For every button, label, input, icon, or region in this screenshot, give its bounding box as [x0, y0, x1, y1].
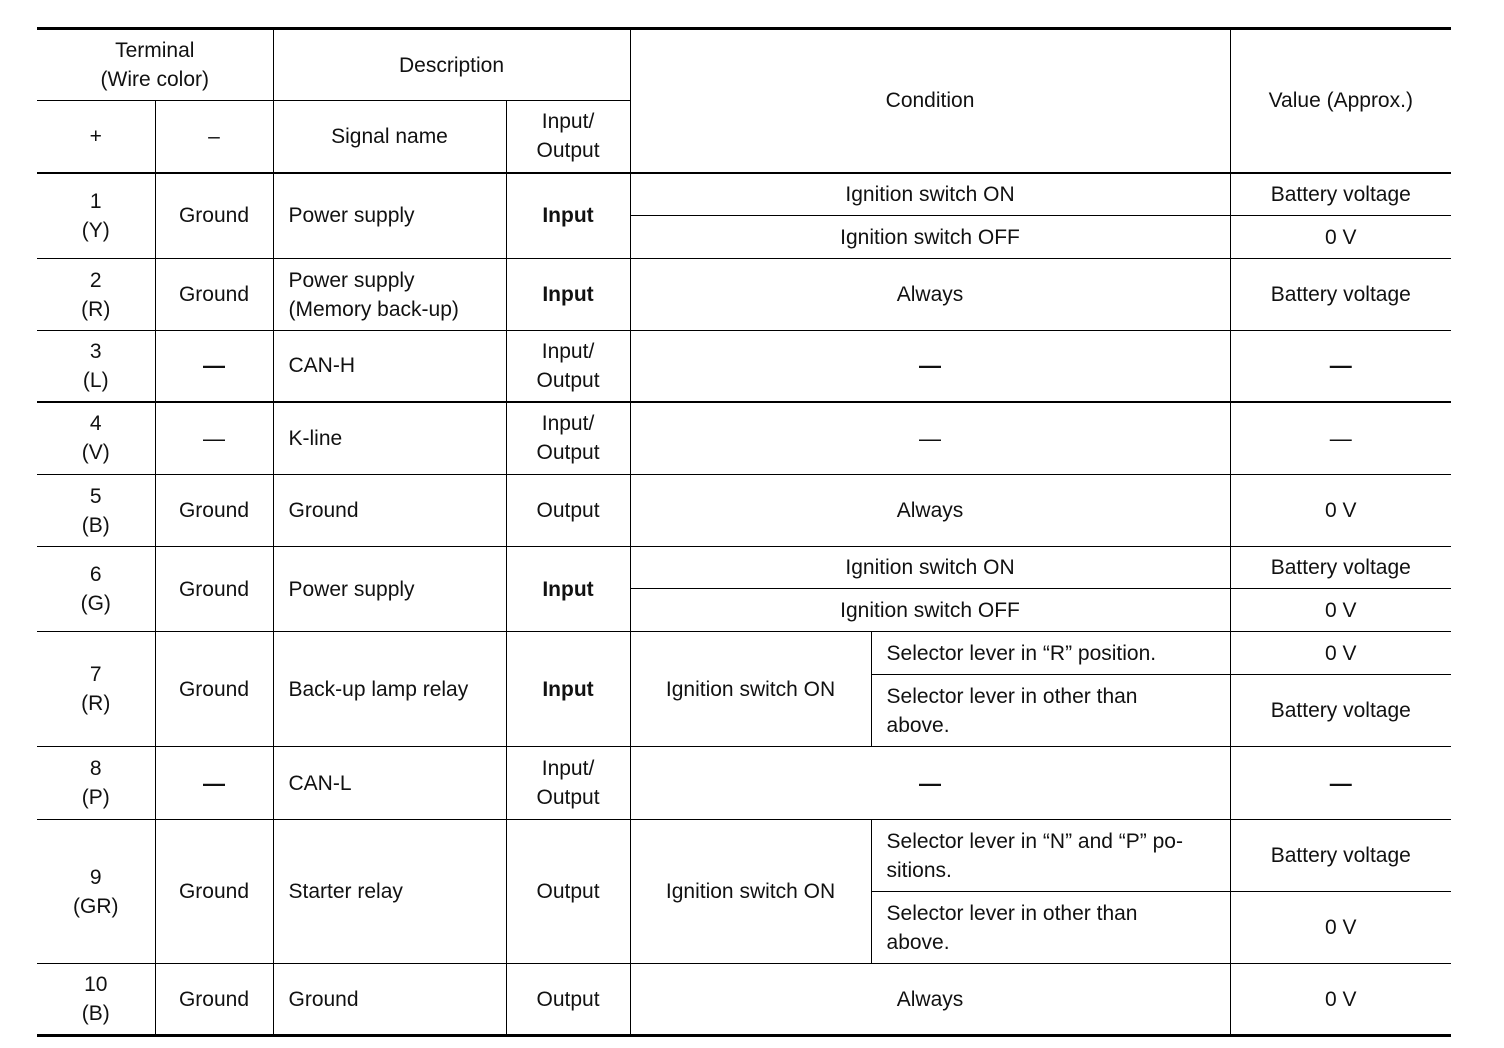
condition-sub-line-2: above. — [886, 930, 950, 954]
io-line-2: Output — [536, 786, 600, 809]
signal-name: Power supply — [273, 547, 506, 632]
terminal-plus — [37, 632, 155, 747]
terminal-minus: Ground — [155, 475, 273, 547]
value: — — [1230, 747, 1451, 820]
wire-color: (B) — [81, 1002, 110, 1025]
condition-sub: Selector lever in “R” position. — [871, 632, 1230, 675]
value-header: Value (Approx.) — [1230, 29, 1451, 173]
condition: Always — [630, 259, 1230, 331]
value: 0 V — [1230, 216, 1451, 259]
terminal-plus — [37, 820, 155, 964]
io-type: Output — [506, 475, 630, 547]
condition: Always — [630, 475, 1230, 547]
signal-name — [273, 259, 506, 331]
value: 0 V — [1230, 964, 1451, 1036]
value: — — [1230, 402, 1451, 475]
terminal-plus — [37, 964, 155, 1036]
condition: Ignition switch ON — [630, 547, 1230, 589]
io-type — [506, 331, 630, 402]
signal-name: Ground — [273, 964, 506, 1036]
condition-main: Ignition switch ON — [630, 632, 871, 747]
terminal-plus — [37, 747, 155, 820]
condition-sub-line-1: Selector lever in other than — [886, 901, 1138, 925]
io-type: Output — [506, 820, 630, 964]
io-line-1: Input/ — [541, 412, 595, 436]
condition-main: Ignition switch ON — [630, 820, 871, 964]
wire-color-label: (Wire color) — [100, 68, 209, 91]
table-row — [37, 747, 1451, 820]
terminal-spec-table — [37, 27, 1451, 1037]
terminal-number: 9 — [89, 865, 102, 889]
value: — — [1230, 331, 1451, 402]
condition: Always — [630, 964, 1230, 1036]
io-line-2: Output — [536, 441, 600, 465]
signal-name: CAN-L — [273, 747, 506, 820]
terminal-minus: — — [155, 747, 273, 820]
table-row — [37, 402, 1451, 475]
signal-name-line-2: (Memory back-up) — [288, 297, 459, 321]
terminal-minus: Ground — [155, 964, 273, 1036]
wire-color: (V) — [81, 441, 110, 465]
table-row — [37, 820, 1451, 892]
condition-sub-line-2: sitions. — [886, 858, 952, 882]
condition: — — [630, 402, 1230, 475]
condition-header: Condition — [630, 29, 1230, 173]
table-row — [37, 964, 1451, 1036]
wire-color: (L) — [82, 368, 109, 392]
value: Battery voltage — [1230, 675, 1451, 747]
value: 0 V — [1230, 892, 1451, 964]
terminal-minus: Ground — [155, 820, 273, 964]
io-line-1: Input/ — [541, 757, 595, 780]
terminal-plus — [37, 259, 155, 331]
signal-name: K-line — [273, 402, 506, 475]
terminal-minus: Ground — [155, 547, 273, 632]
io-line-2: Output — [536, 368, 600, 392]
terminal-number: 4 — [89, 412, 102, 436]
signal-name: Ground — [273, 475, 506, 547]
condition-sub — [871, 892, 1230, 964]
io-type: Input — [506, 632, 630, 747]
terminal-minus: — — [155, 402, 273, 475]
terminal-number: 6 — [89, 563, 102, 586]
io-type — [506, 747, 630, 820]
header-row-1 — [37, 29, 1451, 101]
wire-color: (R) — [81, 692, 111, 715]
terminal-number: 1 — [89, 189, 102, 213]
signal-name-line-1: Power supply — [288, 268, 415, 292]
terminal-minus: Ground — [155, 259, 273, 331]
value: 0 V — [1230, 589, 1451, 632]
table-row — [37, 632, 1451, 675]
description-header: Description — [273, 29, 630, 101]
condition-sub-line-1: Selector lever in “N” and “P” po- — [886, 829, 1183, 853]
terminal-number: 7 — [89, 663, 102, 686]
io-header-line-1: Input/ — [541, 110, 595, 134]
io-type: Output — [506, 964, 630, 1036]
signal-name-header: Signal name — [273, 101, 506, 173]
terminal-number: 5 — [89, 484, 102, 508]
signal-name: Power supply — [273, 173, 506, 259]
terminal-plus — [37, 173, 155, 259]
table-row — [37, 259, 1451, 331]
terminal-plus — [37, 402, 155, 475]
io-type: Input — [506, 173, 630, 259]
terminal-minus: Ground — [155, 632, 273, 747]
terminal-plus — [37, 547, 155, 632]
wire-color: (B) — [81, 513, 110, 537]
condition-sub-line-1: Selector lever in other than — [886, 684, 1138, 708]
condition: Ignition switch ON — [630, 173, 1230, 216]
io-line-1: Input/ — [541, 339, 595, 363]
value: Battery voltage — [1230, 259, 1451, 331]
condition: Ignition switch OFF — [630, 216, 1230, 259]
value: 0 V — [1230, 632, 1451, 675]
terminal-minus: Ground — [155, 173, 273, 259]
wire-color: (G) — [80, 592, 111, 615]
value: Battery voltage — [1230, 173, 1451, 216]
condition: — — [630, 747, 1230, 820]
io-type: Input — [506, 259, 630, 331]
io-header-line-2: Output — [536, 139, 600, 163]
terminal-header — [37, 29, 273, 101]
condition: — — [630, 331, 1230, 402]
wire-color: (P) — [81, 786, 110, 809]
wire-color: (Y) — [81, 218, 110, 242]
terminal-number: 2 — [89, 268, 102, 292]
io-header — [506, 101, 630, 173]
condition-sub-line-2: above. — [886, 713, 950, 737]
terminal-number: 8 — [89, 757, 102, 780]
terminal-number: 3 — [89, 339, 102, 363]
io-type — [506, 402, 630, 475]
terminal-minus: — — [155, 331, 273, 402]
table-row — [37, 331, 1451, 402]
condition-sub — [871, 820, 1230, 892]
terminal-plus — [37, 331, 155, 402]
table-row — [37, 475, 1451, 547]
signal-name: Back-up lamp relay — [273, 632, 506, 747]
wire-color: (GR) — [73, 894, 119, 918]
minus-header: – — [155, 101, 273, 173]
condition: Ignition switch OFF — [630, 589, 1230, 632]
table-row — [37, 173, 1451, 216]
io-type: Input — [506, 547, 630, 632]
condition-sub — [871, 675, 1230, 747]
table-row — [37, 547, 1451, 589]
value: Battery voltage — [1230, 820, 1451, 892]
value: 0 V — [1230, 475, 1451, 547]
wire-color: (R) — [81, 297, 111, 321]
terminal-label: Terminal — [115, 39, 195, 62]
terminal-plus — [37, 475, 155, 547]
value: Battery voltage — [1230, 547, 1451, 589]
terminal-number: 10 — [84, 973, 108, 996]
plus-header: + — [37, 101, 155, 173]
signal-name: CAN-H — [273, 331, 506, 402]
signal-name: Starter relay — [273, 820, 506, 964]
